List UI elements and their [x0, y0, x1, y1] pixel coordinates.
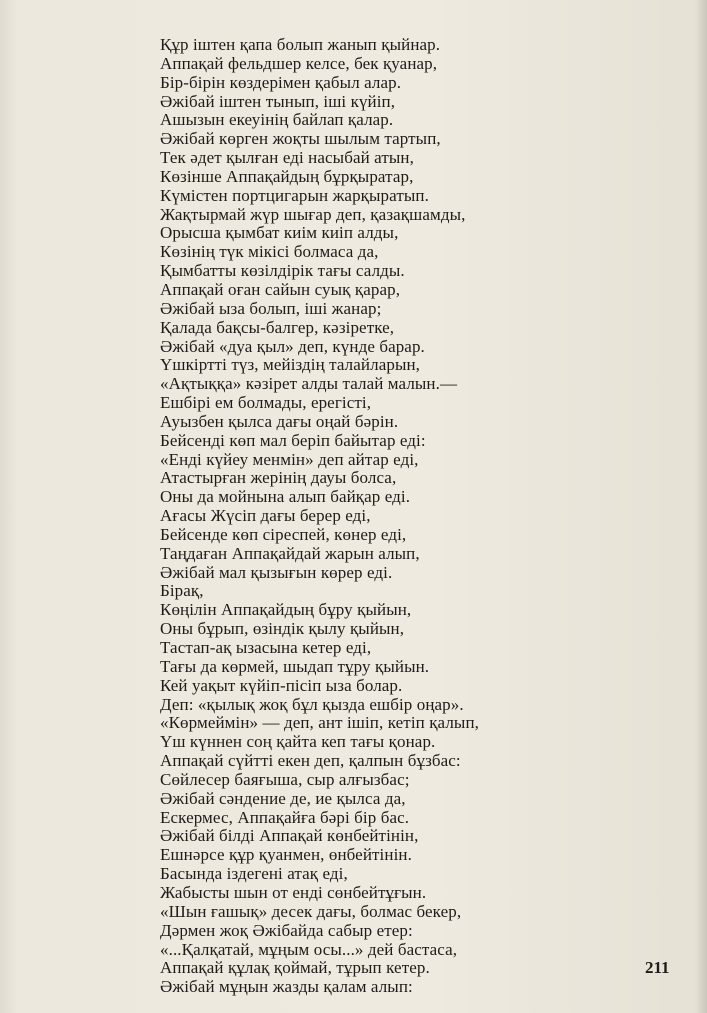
page-number: 211: [645, 958, 670, 977]
poem-line: Бейсенді көп мал беріп байытар еді:: [160, 430, 426, 450]
poem-line: Әжібай сәндение де, ие қылса да,: [160, 788, 406, 808]
poem-line: Ескермес, Аппақайға бәрі бір бас.: [160, 807, 410, 827]
poem-line: «Ақтыққа» кәзірет алды талай малын.—: [160, 374, 458, 394]
poem-line: Атастырған жерінің дауы болса,: [160, 468, 397, 488]
poem-line: Күмістен портцигарын жарқыратып.: [160, 185, 429, 205]
poem-line: Көзінің түк мікісі болмаса да,: [160, 242, 379, 262]
poem-line: Орысша қымбат киім киіп алды,: [160, 223, 399, 243]
page-gutter-shadow: [0, 0, 18, 1013]
poem-line: Тек әдет қылған еді насыбай атын,: [160, 148, 414, 168]
poem-line: Қалада бақсы-балгер, кәзіретке,: [160, 317, 395, 337]
poem-line: Әжібай мал қызығын көрер еді.: [160, 562, 393, 582]
poem-line: Аппақай оған сайын суық қарар,: [160, 279, 401, 299]
poem-line: «Шын ғашық» десек дағы, болмас бекер,: [160, 901, 462, 921]
page-edge-shadow: [695, 0, 707, 1013]
poem-line: Бір-бірін көздерімен қабыл алар.: [160, 72, 402, 92]
poem-line: Ешнәрсе құр қуанмен, өнбейтінін.: [160, 845, 412, 865]
poem-line: Ағасы Жүсіп дағы берер еді,: [160, 506, 371, 526]
poem-line: Көзінше Аппақайдың бұрқыратар,: [160, 166, 414, 186]
poem-line: Тастап-ақ ызасына кетер еді,: [160, 638, 372, 657]
poem-line: Әжібай іштен тынып, іші күйіп,: [160, 91, 396, 111]
poem-line: Дәрмен жоқ Әжібайда сабыр етер:: [160, 920, 413, 940]
poem-line: «Көрмеймін» — деп, ант ішіп, кетіп қалып,: [160, 713, 479, 733]
poem-line: Көңілін Аппақайдың бұру қыйын,: [160, 600, 412, 620]
poem-line: Оны бұрып, өзіндік қылу қыйын,: [160, 619, 405, 639]
poem-line: Аппақай құлақ қоймай, тұрып кетер.: [160, 958, 430, 978]
poem-line: Сөйлесер баяғыша, сыр алғызбас;: [160, 769, 410, 789]
poem-line: Қымбатты көзілдірік тағы салды.: [160, 261, 405, 281]
poem-line: Оны да мойнына алып байқар еді.: [160, 487, 411, 507]
poem-text: [160, 36, 680, 997]
poem-line: Ауызбен қылса дағы оңай бәрін.: [160, 411, 399, 431]
poem-line: Кей уақыт күйіп-пісіп ыза болар.: [160, 675, 403, 695]
poem-line: Ешбірі ем болмады, ерегісті,: [160, 393, 372, 413]
poem-line: Деп: «қылық жоқ бұл қызда ешбір оңар».: [160, 694, 464, 714]
poem-line: Аппақай сүйтті екен деп, қалпын бұзбас:: [160, 751, 461, 771]
poem-line: Әжібай білді Аппақай көнбейтінін,: [160, 826, 419, 846]
poem-line: «Енді күйеу менмін» деп айтар еді,: [160, 449, 419, 469]
poem-line: Әжібай ыза болып, іші жанар;: [160, 298, 382, 318]
poem-line: Жабысты шын от енді сөнбейтұғын.: [160, 882, 427, 902]
poem-line: Таңдаған Аппақайдай жарын алып,: [160, 543, 420, 563]
poem-line: Әжібай көрген жоқты шылым тартып,: [160, 129, 441, 149]
poem-line: Құр іштен қапа болып жанып қыйнар.: [160, 35, 441, 54]
poem-line: Әжібай мұңын жазды қалам алып:: [160, 977, 413, 997]
poem-line: Тағы да көрмей, шыдап тұру қыйын.: [160, 656, 430, 676]
poem-line: Бейсенде көп сіреспей, көнер еді,: [160, 524, 407, 544]
poem-line: Ашызын екеуінің байлап қалар.: [160, 110, 394, 130]
poem-line: Үш күннен соң қайта кеп тағы қонар.: [160, 732, 436, 752]
poem-line: Үшкіртті түз, мейіздің талайларын,: [160, 355, 421, 375]
poem-line: Әжібай «дуа қыл» деп, күнде барар.: [160, 336, 425, 356]
poem-line: «...Қалқатай, мұңым осы...» дей бастаса,: [160, 939, 458, 959]
poem-line: Басында іздегені атақ еді,: [160, 864, 348, 884]
poem-line: Жақтырмай жүр шығар деп, қазақшамды,: [160, 204, 466, 224]
poem-line: Бірақ,: [160, 581, 204, 601]
poem-line: Аппақай фельдшер келсе, бек қуанар,: [160, 53, 438, 73]
